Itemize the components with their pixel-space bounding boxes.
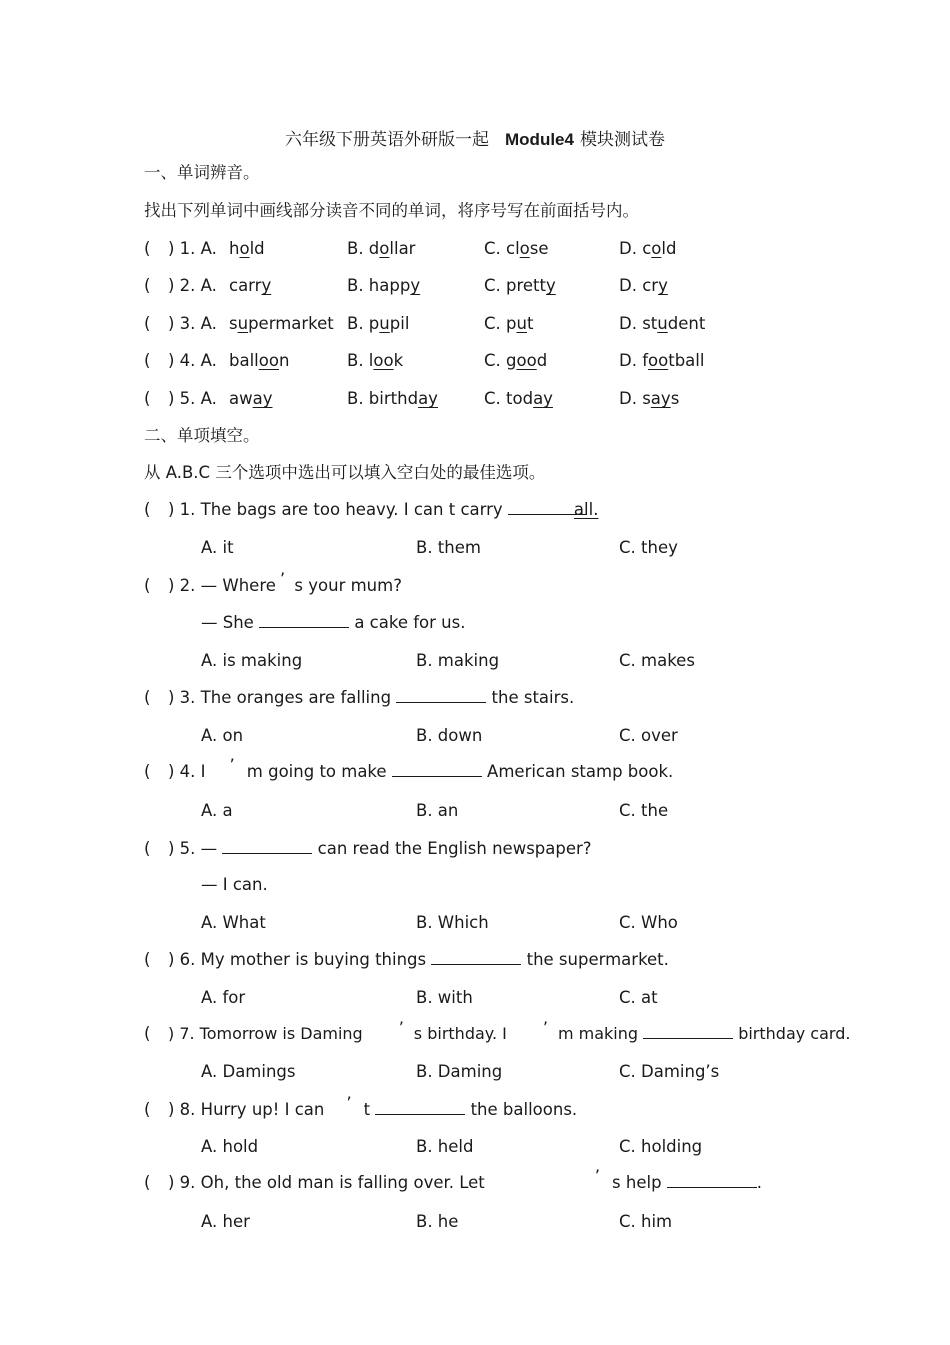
option-c[interactable]: C. Who — [619, 913, 678, 932]
answer-paren[interactable]: ( — [144, 276, 151, 295]
question-3: ( ) 3. The oranges are falling the stairs. — [144, 688, 575, 707]
phonics-item-5 — [0, 389, 950, 413]
word-option-d: D. student — [619, 314, 706, 333]
word-option-b: B. pupil — [347, 314, 410, 333]
word-option-c: C. pretty — [484, 276, 556, 295]
option-c[interactable]: C. holding — [619, 1137, 703, 1156]
word-option-a: carry — [229, 276, 272, 295]
answer-paren[interactable]: ( — [144, 950, 151, 969]
option-c[interactable]: C. over — [619, 726, 678, 745]
option-c[interactable]: C. makes — [619, 651, 695, 670]
option-a[interactable]: A. for — [201, 988, 246, 1007]
word-option-c: C. put — [484, 314, 534, 333]
option-b[interactable]: B. them — [416, 538, 481, 557]
page-title: 六年级下册英语外研版一起 Module4 模块测试卷 — [285, 130, 665, 150]
word-option-b: B. happy — [347, 276, 421, 295]
word-option-d: D. cold — [619, 239, 677, 258]
option-c[interactable]: C. they — [619, 538, 678, 557]
phonics-item-2 — [0, 276, 950, 300]
option-a[interactable]: A. on — [201, 726, 244, 745]
word-option-c: C. close — [484, 239, 549, 258]
item-number: ) 3. A. — [168, 314, 217, 333]
answer-blank[interactable] — [375, 1100, 465, 1115]
question-8: ( ) 8. Hurry up! I can ’ t the balloons. — [144, 1094, 578, 1119]
option-c[interactable]: C. him — [619, 1212, 673, 1231]
question-5-line2: — I can. — [201, 875, 268, 894]
question-2-line2: — She a cake for us. — [201, 613, 466, 632]
word-option-a: away — [229, 389, 273, 408]
question-3-options — [0, 726, 950, 750]
answer-paren[interactable]: ( — [144, 1024, 151, 1043]
question-5: ( ) 5. — can read the English newspaper? — [144, 839, 592, 858]
question-7-options — [0, 1062, 950, 1086]
option-c[interactable]: C. Daming’s — [619, 1062, 720, 1081]
answer-paren[interactable]: ( — [144, 1100, 151, 1119]
word-option-b: B. look — [347, 351, 404, 370]
section1-instruction: 找出下列单词中画线部分读音不同的单词，将序号写在前面括号内。 — [144, 201, 639, 220]
answer-paren[interactable]: ( — [144, 500, 151, 519]
option-b[interactable]: B. with — [416, 988, 473, 1007]
option-a[interactable]: A. What — [201, 913, 266, 932]
option-a[interactable]: A. hold — [201, 1137, 259, 1156]
word-option-b: B. birthday — [347, 389, 438, 408]
question-7: ( ) 7. Tomorrow is Daming ’ s birthday. I ’ m making birthday card. — [144, 1018, 851, 1043]
option-c[interactable]: C. at — [619, 988, 658, 1007]
word-option-c: C. good — [484, 351, 548, 370]
answer-paren[interactable]: ( — [144, 576, 151, 595]
phonics-item-4 — [0, 351, 950, 375]
word-option-d: D. says — [619, 389, 680, 408]
answer-paren[interactable]: ( — [144, 239, 151, 258]
question-1-options — [0, 538, 950, 562]
answer-paren[interactable]: ( — [144, 314, 151, 333]
word-option-a: hold — [229, 239, 265, 258]
question-9-options — [0, 1212, 950, 1236]
item-number: ) 1. A. — [168, 239, 217, 258]
answer-paren[interactable]: ( — [144, 389, 151, 408]
section2-heading: 二、单项填空。 — [144, 426, 260, 445]
option-b[interactable]: B. Daming — [416, 1062, 503, 1081]
section1-heading: 一、单词辨音。 — [144, 163, 260, 182]
word-option-d: D. cry — [619, 276, 668, 295]
answer-paren[interactable]: ( — [144, 1173, 151, 1192]
answer-blank[interactable] — [396, 688, 486, 703]
option-b[interactable]: B. down — [416, 726, 483, 745]
option-b[interactable]: B. making — [416, 651, 500, 670]
section2-instruction: 从 A.B.C 三个选项中选出可以填入空白处的最佳选项。 — [144, 463, 546, 482]
word-option-a: supermarket — [229, 314, 334, 333]
answer-paren[interactable]: ( — [144, 839, 151, 858]
option-a[interactable]: A. her — [201, 1212, 250, 1231]
phonics-item-1 — [0, 239, 950, 263]
answer-blank[interactable] — [643, 1024, 733, 1039]
answer-blank[interactable] — [667, 1173, 757, 1188]
phonics-item-3 — [0, 314, 950, 338]
question-4-options — [0, 801, 950, 825]
word-option-b: B. dollar — [347, 239, 416, 258]
option-c[interactable]: C. the — [619, 801, 669, 820]
option-a[interactable]: A. a — [201, 801, 233, 820]
item-number: ) 2. A. — [168, 276, 217, 295]
answer-blank[interactable] — [431, 950, 521, 965]
question-2: ( ) 2. — Where ’ s your mum? — [144, 570, 402, 595]
question-6: ( ) 6. My mother is buying things the supermarket. — [144, 950, 669, 969]
option-b[interactable]: B. Which — [416, 913, 489, 932]
question-1: ( ) 1. The bags are too heavy. I can t carry all. — [144, 500, 599, 519]
question-9: ( ) 9. Oh, the old man is falling over. Let ’ s help . — [144, 1167, 763, 1192]
word-option-d: D. football — [619, 351, 705, 370]
option-b[interactable]: B. he — [416, 1212, 459, 1231]
answer-blank[interactable] — [259, 613, 349, 628]
question-4: ( ) 4. I ’ m going to make American stamp book. — [144, 756, 674, 781]
option-a[interactable]: A. Damings — [201, 1062, 296, 1081]
answer-paren[interactable]: ( — [144, 351, 151, 370]
option-a[interactable]: A. it — [201, 538, 234, 557]
question-8-options — [0, 1137, 950, 1161]
option-a[interactable]: A. is making — [201, 651, 303, 670]
question-2-options — [0, 651, 950, 675]
option-b[interactable]: B. held — [416, 1137, 474, 1156]
item-number: ) 4. A. — [168, 351, 217, 370]
word-option-c: C. today — [484, 389, 553, 408]
item-number: ) 5. A. — [168, 389, 217, 408]
option-b[interactable]: B. an — [416, 801, 459, 820]
answer-paren[interactable]: ( — [144, 688, 151, 707]
question-6-options — [0, 988, 950, 1012]
question-5-options — [0, 913, 950, 937]
word-option-a: balloon — [229, 351, 290, 370]
answer-paren[interactable]: ( — [144, 762, 151, 781]
answer-blank[interactable] — [392, 762, 482, 777]
answer-blank[interactable] — [222, 839, 312, 854]
